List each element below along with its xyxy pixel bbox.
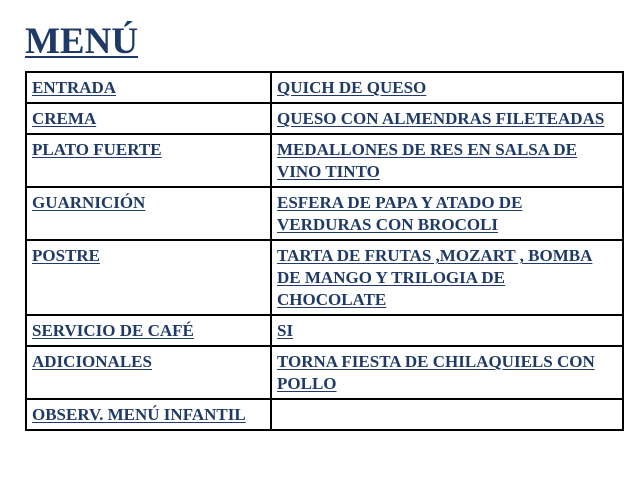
- course-value-cell: [271, 72, 623, 103]
- course-value: TARTA DE FRUTAS ,MOZART , BOMBA DE MANGO Y TRILOGIA DE CHOCOLATE: [277, 246, 593, 309]
- course-label: POSTRE: [32, 246, 101, 265]
- course-value: SI: [277, 321, 294, 340]
- course-label: ENTRADA: [32, 78, 117, 97]
- course-value: QUESO CON ALMENDRAS FILETEADAS: [277, 109, 605, 128]
- table-row: [26, 346, 623, 399]
- table-row: [26, 240, 623, 315]
- course-value: QUICH DE QUESO: [277, 78, 427, 97]
- table-row: [26, 72, 623, 103]
- course-value-cell: [271, 187, 623, 240]
- course-label-cell: [26, 134, 271, 187]
- table-row: [26, 103, 623, 134]
- course-label-cell: [26, 399, 271, 430]
- table-row: [26, 399, 623, 430]
- course-value-cell: [271, 240, 623, 315]
- course-value-cell: [271, 103, 623, 134]
- page-title: MENÚ: [25, 21, 139, 62]
- course-label: PLATO FUERTE: [32, 140, 162, 159]
- course-label-cell: [26, 187, 271, 240]
- course-label-cell: [26, 346, 271, 399]
- course-value: ESFERA DE PAPA Y ATADO DE VERDURAS CON BROCOLI: [277, 193, 523, 234]
- course-value: TORNA FIESTA DE CHILAQUIELS CON POLLO: [277, 352, 595, 393]
- table-row: [26, 315, 623, 346]
- course-label: GUARNICIÓN: [32, 193, 146, 212]
- menu-table: [25, 71, 624, 431]
- course-label-cell: [26, 315, 271, 346]
- course-label: CREMA: [32, 109, 97, 128]
- course-value-cell: [271, 399, 623, 430]
- table-row: [26, 187, 623, 240]
- course-value-cell: [271, 346, 623, 399]
- table-row: [26, 134, 623, 187]
- course-label-cell: [26, 103, 271, 134]
- course-value: MEDALLONES DE RES EN SALSA DE VINO TINTO: [277, 140, 577, 181]
- course-label: SERVICIO DE CAFÉ: [32, 321, 194, 340]
- course-label-cell: [26, 240, 271, 315]
- course-label: OBSERV. MENÚ INFANTIL: [32, 405, 246, 424]
- course-label-cell: [26, 72, 271, 103]
- course-label: ADICIONALES: [32, 352, 152, 371]
- course-value-cell: [271, 315, 623, 346]
- course-value-cell: [271, 134, 623, 187]
